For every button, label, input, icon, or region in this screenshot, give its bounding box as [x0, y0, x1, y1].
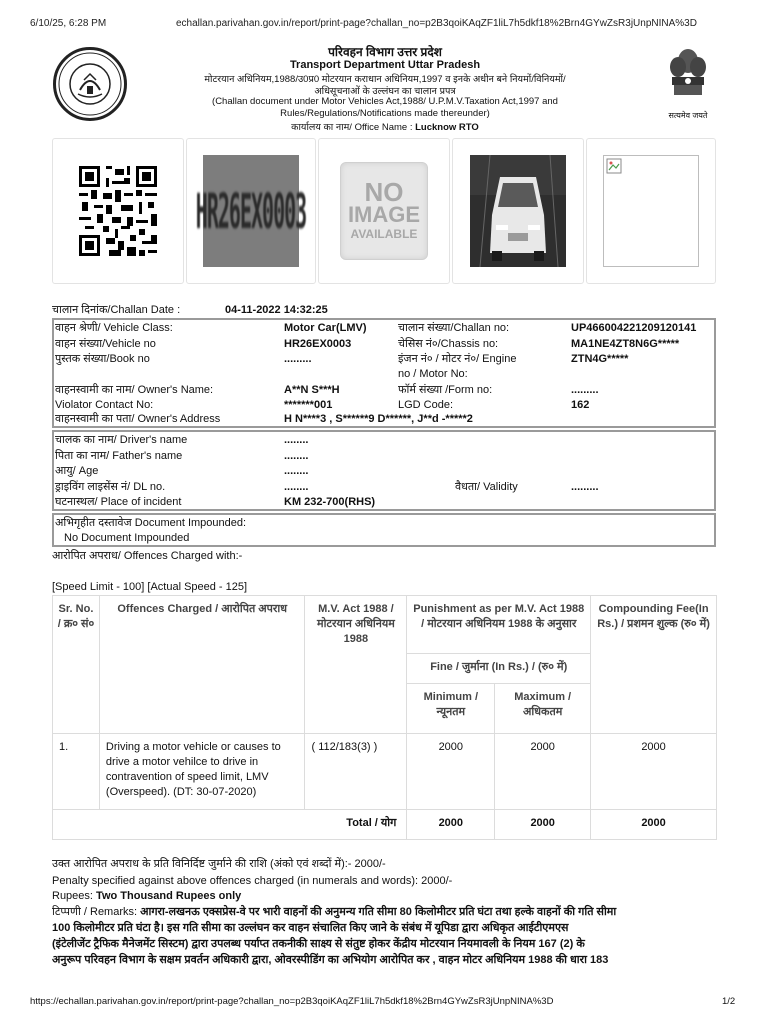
print-page-number: 1/2	[722, 996, 736, 1007]
chassis-value: MA1NE4ZT8N6G*****	[571, 338, 680, 350]
engine-label: इंजन नं० / मोटर नं०/ Engine	[398, 353, 517, 365]
place-value: KM 232-700(RHS)	[284, 496, 376, 508]
total-max: 2000	[495, 810, 591, 840]
vehicle-no-label: वाहन संख्या/Vehicle no	[55, 338, 156, 350]
total-compounding: 2000	[591, 810, 717, 840]
up-seal-icon	[56, 50, 124, 118]
vehicle-no-value: HR26EX0003	[284, 338, 352, 350]
remarks-block	[52, 904, 722, 968]
no-image-line-3: AVAILABLE	[350, 227, 418, 241]
contact-value: *******001	[284, 399, 333, 411]
rupees-line	[52, 889, 241, 903]
impound-value: No Document Impounded	[64, 532, 190, 544]
car-photo-icon	[470, 155, 566, 267]
offences-heading: आरोपित अपराध/ Offences Charged with:-	[52, 550, 243, 562]
lgd-code-value: 162	[571, 399, 590, 411]
qr-code-icon	[79, 166, 157, 256]
row-offence: Driving a motor vehicle or causes to drive a motor vehilce to drive in contravention of speed limit, LMV (Overspeed). (DT: 30-07-2020)	[99, 734, 305, 810]
age-value: ........	[284, 465, 309, 477]
row-act: ( 112/183(3) )	[305, 734, 407, 810]
plate-text: HR26EX0003	[195, 182, 307, 240]
book-no-value: .........	[284, 353, 312, 365]
header-compounding: Compounding Fee(In Rs.) / प्रशमन शुल्क (रु० में)	[591, 596, 717, 734]
number-plate-image	[186, 138, 316, 284]
remarks-line-4: अनुरूप परिवहन विभाग के सक्षम प्रवर्तन अधिकारी द्वारा, ओवरस्पीडिंग का अभियोग आरोपित कर , वाहन मोटर अधिनियम 1988 की धारा 183	[52, 954, 609, 966]
no-image-placeholder	[318, 138, 450, 284]
validity-value: .........	[571, 481, 599, 493]
dl-no-label: ड्राइविंग लाइसेंस नं/ DL no.	[55, 481, 166, 493]
header-act: M.V. Act 1988 / मोटरयान अधिनियम 1988	[305, 596, 407, 734]
vehicle-class-label: वाहन श्रेणी/ Vehicle Class:	[55, 322, 173, 334]
header-fine: Fine / जुर्माना (In Rs.) / (रु० में)	[407, 654, 591, 684]
no-image-line-2: IMAGE	[347, 202, 421, 227]
table-row	[53, 734, 717, 810]
driver-name-value: ........	[284, 434, 309, 446]
office-name	[180, 120, 590, 133]
owner-name-value: A**N S***H	[284, 384, 340, 396]
header-sr: Sr. No. / क्र० सं०	[53, 596, 100, 734]
owner-name-label: वाहनस्वामी का नाम/ Owner's Name:	[55, 384, 214, 396]
rupees-value: Two Thousand Rupees only	[96, 890, 242, 902]
dl-no-value: ........	[284, 481, 309, 493]
form-no-label: फॉर्म संख्या /Form no:	[398, 384, 493, 396]
print-url-bottom: https://echallan.parivahan.gov.in/report/print-page?challan_no=p2B3qoiKAqZF1liL7h5dkf18%2Brn4GYwZsR3jUnpNINA%3D	[30, 996, 554, 1007]
row-max: 2000	[495, 734, 591, 810]
no-image-line-1: NO	[364, 177, 404, 207]
contact-label: Violator Contact No:	[55, 399, 154, 411]
remarks-line-2: 100 किलोमीटर प्रति घंटा है। इस गति सीमा का उल्लंघन कर वाहन संचालित किए जाने के संबंध में यूपिडा द्वारा अधिकृत आईटीएमएस	[52, 922, 569, 934]
ashoka-emblem-icon	[660, 45, 716, 109]
table-header-row	[53, 596, 717, 654]
qr-code-box	[52, 138, 184, 284]
header-line-2: अधिसूचनाओं के उल्लंघन का चालान प्रपत्र	[314, 86, 456, 97]
total-label: Total / योग	[53, 810, 407, 840]
rupees-label: Rupees:	[52, 890, 93, 902]
header-line-4: Rules/Regulations/Notifications made thereunder)	[280, 108, 490, 119]
header-offence: Offences Charged / आरोपित अपराध	[99, 596, 305, 734]
father-name-value: ........	[284, 450, 309, 462]
office-value: Lucknow RTO	[415, 122, 479, 133]
title-hindi: परिवहन विभाग उत्तर प्रदेश	[328, 45, 442, 59]
engine-label-line-2: no / Motor No:	[398, 368, 468, 380]
validity-label: वैधता/ Validity	[455, 481, 518, 493]
row-compounding: 2000	[591, 734, 717, 810]
title-english: Transport Department Uttar Pradesh	[289, 59, 481, 71]
broken-image-icon	[606, 158, 622, 174]
emblem-caption: सत्यमेव जयते	[668, 111, 708, 120]
broken-image-box	[586, 138, 716, 284]
header-max: Maximum / अधिकतम	[495, 684, 591, 734]
national-emblem	[660, 45, 716, 125]
row-min: 2000	[407, 734, 495, 810]
table-total-row	[53, 810, 717, 840]
place-label: घटनास्थल/ Place of incident	[55, 496, 182, 508]
chassis-label: चेसिस नं०/Chassis no:	[398, 338, 499, 350]
print-datetime: 6/10/25, 6:28 PM	[30, 18, 107, 29]
engine-value: ZTN4G*****	[571, 353, 629, 365]
impound-label: अभिगृहीत दस्तावेज Document Impounded:	[55, 517, 247, 529]
book-no-label: पुस्तक संख्या/Book no	[55, 353, 150, 365]
challan-no-value: UP466004221209120141	[571, 322, 697, 334]
age-label: आयु/ Age	[55, 465, 99, 477]
challan-date-value: 04-11-2022 14:32:25	[225, 304, 328, 316]
driver-name-label: चालक का नाम/ Driver's name	[55, 434, 188, 446]
row-sr: 1.	[53, 734, 100, 810]
vehicle-class-value: Motor Car(LMV)	[284, 322, 367, 334]
up-government-emblem	[53, 47, 127, 121]
challan-no-label: चालान संख्या/Challan no:	[398, 322, 510, 334]
lgd-code-label: LGD Code:	[398, 399, 454, 411]
form-no-value: .........	[571, 384, 599, 396]
penalty-hindi: उक्त आरोपित अपराध के प्रति विनिर्दिष्ट जुर्माने की राशि (अंको एवं शब्दों में):- 2000/-	[52, 858, 386, 870]
speed-info: [Speed Limit - 100] [Actual Speed - 125]	[52, 581, 248, 593]
penalty-english: Penalty specified against above offences charged (in numerals and words): 2000/-	[52, 875, 453, 887]
father-name-label: पिता का नाम/ Father's name	[55, 450, 183, 462]
challan-date-label: चालान दिनांक/Challan Date :	[52, 304, 181, 316]
header-line-1: मोटरयान अधिनियम,1988/उ0प्र0 मोटरयान कराधान अधिनियम,1997 व इनके अधीन बने नियमों/विनियमों/	[204, 74, 566, 85]
header-line-3: (Challan document under Motor Vehicles Act,1988/ U.P.M.V.Taxation Act,1997 and	[212, 96, 558, 107]
header-punishment: Punishment as per M.V. Act 1988 / मोटरयान अधिनियम 1988 के अनुसार	[407, 596, 591, 654]
remarks-line-3: (इंटेलीजेंट ट्रैफिक मैनेजमेंट सिस्टम) द्वारा उपलब्ध पर्याप्त तकनीकी साक्ष्य से संतुष्ट होकर केंद्रीय मोटरयान नियमावली के नियम 167 (2) के	[52, 938, 585, 950]
owner-address-label: वाहनस्वामी का पता/ Owner's Address	[55, 413, 221, 425]
total-min: 2000	[407, 810, 495, 840]
print-url-top: echallan.parivahan.gov.in/report/print-page?challan_no=p2B3qoiKAqZF1liL7h5dkf18%2Brn4GYwZsR3jUnpNINA%3D	[176, 18, 697, 29]
vehicle-photo	[452, 138, 584, 284]
remarks-label: टिप्पणी / Remarks:	[52, 906, 138, 918]
remarks-line-1: आगरा-लखनऊ एक्सप्रेस-वे पर भारी वाहनों की अनुमन्य गति सीमा 80 किलोमीटर प्रति घंटा तथा हल्के वाहनों की गति सीमा	[140, 906, 617, 918]
offence-table	[52, 595, 717, 840]
header-min: Minimum / न्यूनतम	[407, 684, 495, 734]
office-label: कार्यालय का नाम/ Office Name :	[291, 122, 413, 133]
owner-address-value: H N****3 , S******9 D******, J**d -*****2	[284, 413, 473, 425]
